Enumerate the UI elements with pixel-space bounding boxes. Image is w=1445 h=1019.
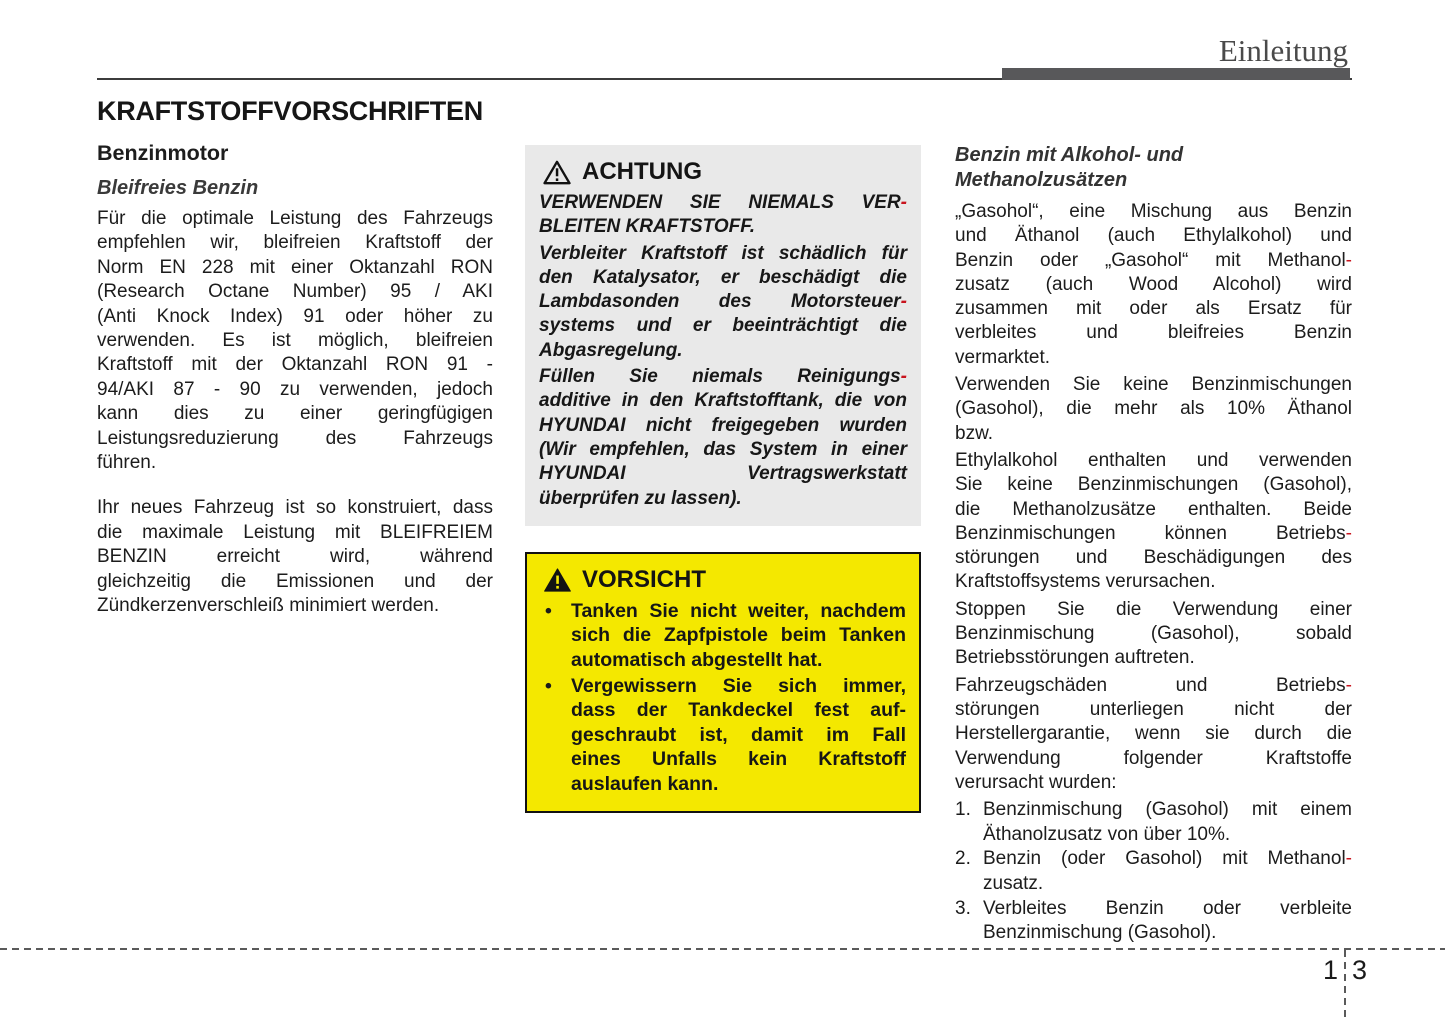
text-line: Leistungsreduzierung des Fahrzeugs [97, 427, 493, 449]
text-line: Äthanolzusatz von über 10%. [983, 823, 1231, 845]
text-line: Verwenden Sie keine Benzinmischungen [955, 374, 1352, 396]
caution-title-text: VORSICHT [582, 565, 707, 593]
text-line: systems und er beeinträchtigt die [539, 315, 907, 337]
list-item [955, 897, 1352, 946]
list-marker: 3. [955, 897, 971, 919]
attention-box-body [539, 191, 907, 511]
text-line: additive in den Kraftstofftank, die von [539, 390, 907, 412]
text-line: störungen unterliegen nicht der [955, 698, 1352, 720]
footer-vertical-dashed-divider [1344, 950, 1346, 1019]
footer-dashed-divider [0, 948, 1445, 950]
text-line: Methanolzusätzen [955, 169, 1128, 191]
text-line: Herstellergarantie, wenn sie durch die [955, 723, 1352, 745]
red-hyphen: - [900, 192, 907, 213]
red-hyphen: - [900, 291, 907, 313]
paragraph [955, 449, 1352, 595]
text-line: (Anti Knock Index) 91 oder höher zu [97, 305, 493, 327]
alcohol-methanol-heading [955, 143, 1352, 193]
text-line: auslaufen kann. [571, 772, 719, 795]
attention-title-text: ACHTUNG [582, 158, 702, 185]
list-item [955, 798, 1352, 847]
list-item [540, 674, 906, 796]
page-title: KRAFTSTOFFVORSCHRIFTEN [97, 96, 483, 126]
paragraph [955, 674, 1352, 795]
text-line: den Katalysator, er beschädigt die [539, 266, 907, 288]
text-line: führen. [97, 452, 157, 474]
text-line: zusatz. [983, 872, 1044, 894]
paragraph [955, 200, 1352, 370]
text-line: automatisch abgestellt hat. [571, 648, 823, 671]
page-number: 3 [1352, 955, 1368, 985]
list-marker: • [545, 675, 552, 698]
text-line: Für die optimale Leistung des Fahrzeugs [97, 208, 493, 229]
text-line: (Gasohol), die mehr als 10% Äthanol [955, 398, 1352, 420]
text-line: BLEITEN KRAFTSTOFF. [539, 216, 756, 238]
text-line: Ihr neues Fahrzeug ist so konstruiert, dass [97, 497, 493, 519]
header-rule [97, 78, 1352, 80]
list-marker: 1. [955, 799, 971, 821]
text-line: verbleites und bleifreies Benzin [955, 322, 1352, 344]
fuel-type-heading: Bleifreies Benzin [97, 177, 259, 199]
text-line: Benzin oder „Gasohol“ mit Methanol- [955, 249, 1352, 271]
red-hyphen: - [1345, 522, 1352, 544]
text-line: (Research Octane Number) 95 / AKI [97, 281, 493, 303]
text-line: Betriebsstörungen auftreten. [955, 647, 1195, 669]
text-line: Stoppen Sie die Verwendung einer [955, 598, 1352, 620]
middle-column [525, 145, 921, 813]
text-line: Vergewissern Sie sich immer, [571, 675, 906, 698]
paragraph [539, 365, 907, 511]
text-line: Fahrzeugschäden und Betriebs- [955, 674, 1352, 696]
text-line: eines Unfalls kein Kraftstoff [571, 748, 906, 771]
text-line: Ethylalkohol enthalten und verwenden [955, 449, 1352, 471]
red-hyphen: - [1345, 249, 1352, 271]
red-hyphen: - [900, 366, 907, 388]
paragraph [955, 373, 1352, 446]
text-line: Norm EN 228 mit einer Oktanzahl RON [97, 256, 493, 278]
text-line: Benzinmischung (Gasohol) mit einem [983, 799, 1352, 821]
warning-triangle-filled-icon [544, 568, 571, 592]
caution-box-body [540, 599, 906, 796]
forbidden-fuel-list [955, 798, 1352, 946]
text-line: dass der Tankdeckel fest auf- [571, 699, 906, 722]
text-line: Benzin (oder Gasohol) mit Methanol- [983, 848, 1352, 870]
text-line: Benzinmischungen können Betriebs- [955, 522, 1352, 544]
text-line: sich die Zapfpistole beim Tanken [571, 624, 906, 647]
text-line: verursacht wurden: [955, 771, 1117, 793]
right-column-paragraphs [955, 200, 1352, 795]
text-line: HYUNDAI Vertragswerkstatt [539, 463, 907, 485]
text-line: vermarktet. [955, 346, 1051, 368]
text-line: die Methanolzusätze enthalten. Beide [955, 498, 1352, 520]
warning-triangle-outline-icon [543, 160, 571, 185]
attention-box-title [539, 156, 907, 191]
text-line: „Gasohol“, eine Mischung aus Benzin [955, 201, 1352, 222]
paragraph [97, 207, 493, 475]
text-line: verwenden. Es ist möglich, bleifreien [97, 330, 493, 352]
text-line: Verbleites Benzin oder verbleite [983, 897, 1352, 919]
text-line: Sie keine Benzinmischungen (Gasohol), [955, 474, 1352, 496]
text-line: Lambdasonden des Motorsteuer- [539, 291, 907, 313]
text-line: VERWENDEN SIE NIEMALS VER- [539, 192, 907, 213]
text-line: kann dies zu einer geringfügigen [97, 403, 493, 425]
right-column [955, 143, 1352, 946]
text-line: Kraftstoffsystems verursachen. [955, 571, 1216, 593]
text-line: überprüfen zu lassen). [539, 487, 742, 509]
red-hyphen: - [1345, 848, 1352, 870]
engine-heading: Benzinmotor [97, 141, 229, 165]
text-line: Kraftstoff mit der Oktanzahl RON 91 - [97, 354, 493, 376]
list-marker: 2. [955, 848, 971, 870]
paragraph [955, 598, 1352, 671]
attention-box [525, 145, 921, 526]
text-line: empfehlen wir, bleifreien Kraftstoff der [97, 232, 493, 254]
text-line: Verwendung folgender Kraftstoffe [955, 747, 1352, 769]
caution-box-title [540, 564, 906, 599]
text-line: HYUNDAI nicht freigegeben wurden [539, 414, 907, 436]
list-marker: • [545, 599, 552, 622]
list-item [540, 599, 906, 672]
paragraph [539, 191, 907, 240]
text-line: und Äthanol (auch Ethylalkohol) und [955, 225, 1352, 247]
paragraph [539, 242, 907, 363]
text-line: Tanken Sie nicht weiter, nachdem [571, 599, 906, 622]
header-bar [1002, 68, 1350, 80]
text-line: bzw. [955, 422, 994, 444]
caution-box [525, 552, 921, 813]
chapter-number: 1 [1322, 955, 1338, 985]
text-line: Benzinmischung (Gasohol). [983, 922, 1217, 944]
text-line: die maximale Leistung mit BLEIFREIEM [97, 521, 493, 543]
red-hyphen: - [1345, 674, 1352, 696]
text-line: BENZIN erreicht wird, während [97, 546, 493, 568]
text-line: Füllen Sie niemals Reinigungs- [539, 366, 907, 388]
text-line: 94/AKI 87 - 90 zu verwenden, jedoch [97, 378, 493, 400]
text-line: Zündkerzenverschleiß minimiert werden. [97, 595, 440, 617]
text-line: Benzin mit Alkohol- und [955, 144, 1184, 166]
text-line: Verbleiter Kraftstoff ist schädlich für [539, 242, 907, 264]
text-line: zusatz (auch Wood Alcohol) wird [955, 273, 1352, 295]
chapter-header-title: Einleitung [1218, 33, 1348, 68]
text-line: zusammen mit oder als Ersatz für [955, 298, 1352, 320]
text-line: störungen und Beschädigungen des [955, 547, 1352, 569]
list-item [955, 847, 1352, 896]
text-line: Abgasregelung. [539, 339, 683, 361]
text-line: gleichzeitig die Emissionen und der [97, 570, 493, 592]
text-line: geschraubt ist, damit im Fall [571, 723, 906, 746]
paragraph [97, 496, 493, 618]
text-line: (Wir empfehlen, das System in einer [539, 438, 907, 460]
text-line: Benzinmischung (Gasohol), sobald [955, 623, 1352, 645]
left-column [97, 96, 493, 619]
